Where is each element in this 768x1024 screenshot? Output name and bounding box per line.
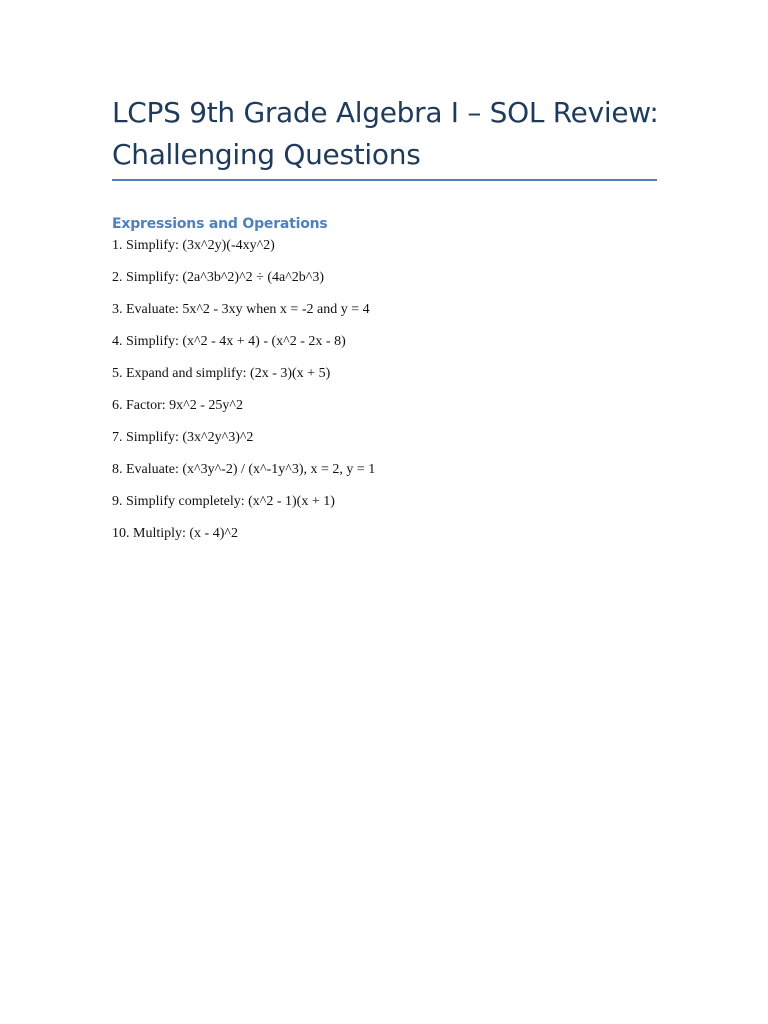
question-item: 1. Simplify: (3x^2y)(-4xy^2) xyxy=(112,238,275,253)
question-item: 10. Multiply: (x - 4)^2 xyxy=(112,526,238,541)
question-item: 4. Simplify: (x^2 - 4x + 4) - (x^2 - 2x - 8) xyxy=(112,334,346,349)
question-item: 9. Simplify completely: (x^2 - 1)(x + 1) xyxy=(112,494,335,509)
section-heading: Expressions and Operations xyxy=(112,216,328,232)
question-item: 2. Simplify: (2a^3b^2)^2 ÷ (4a^2b^3) xyxy=(112,270,325,285)
page-title: LCPS 9th Grade Algebra I – SOL Review: Challenging Questions xyxy=(112,96,659,171)
question-item: 5. Expand and simplify: (2x - 3)(x + 5) xyxy=(112,366,331,381)
question-item: 8. Evaluate: (x^3y^-2) / (x^-1y^3), x = 2, y = 1 xyxy=(112,462,376,477)
question-item: 6. Factor: 9x^2 - 25y^2 xyxy=(112,398,243,413)
title-underline xyxy=(112,179,657,181)
question-item: 3. Evaluate: 5x^2 - 3xy when x = -2 and y = 4 xyxy=(112,302,370,317)
question-item: 7. Simplify: (3x^2y^3)^2 xyxy=(112,430,254,445)
question-list xyxy=(112,237,375,557)
